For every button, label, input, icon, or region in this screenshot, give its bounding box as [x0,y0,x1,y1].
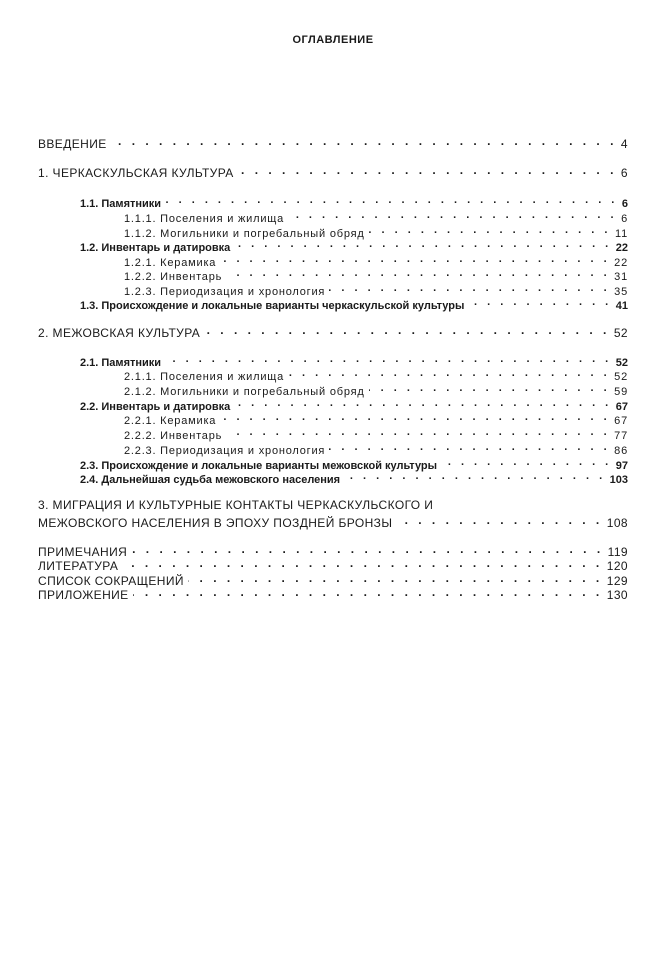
toc-entry-page: 119 [607,545,628,559]
toc-entry-label: МЕЖОВСКОГО НАСЕЛЕНИЯ В ЭПОХУ ПОЗДНЕЙ БРОНЗЫ [38,516,393,530]
dot-leader [131,542,603,556]
toc-entry-page: 103 [609,474,628,486]
toc-entry-page: 67 [615,401,628,413]
toc-entry-label: 2.1.2. Могильники и погребальный обряд [124,386,365,398]
toc-entry-section-1-3 [80,295,628,313]
toc-entry-chapter-2 [38,323,628,340]
dot-leader [220,410,610,424]
toc-entry-label: 2. МЕЖОВСКАЯ КУЛЬТУРА [38,326,201,340]
toc-entry-label: СПИСОК СОКРАЩЕНИЙ [38,574,184,588]
toc-entry-label: 2.2.2. Инвентарь [124,430,223,442]
dot-leader [288,366,610,380]
toc-entry-page: 41 [615,300,628,312]
toc-entry-label: 1.2. Инвентарь и датировка [80,242,231,254]
toc-entry-label: 2.2. Инвентарь и датировка [80,401,231,413]
toc-entry-chapter-1 [38,163,628,180]
dot-leader [468,295,611,309]
toc-entry-page: 6 [620,166,628,180]
toc-entry-page: 129 [606,574,628,588]
toc-entry-label: ВВЕДЕНИЕ [38,137,107,151]
toc-entry-label: 2.3. Происхождение и локальные варианты межовской культуры [80,460,438,472]
toc-entry-page: 22 [614,257,628,269]
page-title: ОГЛАВЛЕНИЕ [292,34,374,46]
dot-leader [234,396,611,410]
dot-leader [369,381,611,395]
toc-entry-page: 130 [606,588,628,602]
dot-leader [344,469,606,483]
dot-leader [204,323,610,337]
toc-entry-label: 1. ЧЕРКАСКУЛЬСКАЯ КУЛЬТУРА [38,166,234,180]
toc-entry-label: 1.3. Происхождение и локальные варианты черкаскульской культуры [80,300,465,312]
dot-leader [122,556,603,570]
toc-entry-label: 1.2.3. Периодизация и хронология [124,286,326,298]
dot-leader [165,193,618,207]
toc-entry-page: 52 [613,326,628,340]
toc-entry-page: 35 [614,286,628,298]
toc-entry-page: 97 [615,460,628,472]
dot-leader [288,208,617,222]
dot-leader [369,223,611,237]
toc-entry-label: ПРИЛОЖЕНИЕ [38,588,129,602]
toc-entry-label: 1.1.1. Поселения и жилища [124,213,285,225]
toc-entry-page: 22 [615,242,628,254]
toc-entry-label: 1.2.1. Керамика [124,257,217,269]
toc-entry-label: 1.1.2. Могильники и погребальный обряд [124,228,365,240]
dot-leader [165,352,612,366]
toc-entry-label: 1.2.2. Инвентарь [124,271,223,283]
toc-entry-label: ПРИМЕЧАНИЯ [38,545,128,559]
dot-leader [234,237,611,251]
toc-entry-label: 2.2.3. Периодизация и хронология [124,445,326,457]
toc-entry-page: 86 [614,445,628,457]
toc-entry-label: 2.2.1. Керамика [124,415,217,427]
dot-leader [441,455,612,469]
toc-entry-label: 2.4. Дальнейшая судьба межовского населения [80,474,341,486]
toc-entry-label: 2.1. Памятники [80,357,162,369]
toc-entry-page: 6 [621,198,628,210]
toc-entry-page: 52 [614,371,628,383]
dot-leader [188,571,603,585]
toc-entry-page: 6 [621,213,628,225]
toc-entry-page: 4 [620,137,628,151]
dot-leader [329,440,610,454]
toc-entry-page: 67 [614,415,628,427]
toc-entry-page: 52 [615,357,628,369]
toc-entry-chapter-3-line-1: 3. МИГРАЦИЯ И КУЛЬТУРНЫЕ КОНТАКТЫ ЧЕРКАСКУЛЬСКОГО И [38,498,434,512]
dot-leader [226,266,610,280]
toc-entry-page: 59 [614,386,628,398]
dot-leader [226,425,610,439]
dot-leader [329,281,610,295]
toc-entry-appendix [38,585,628,602]
toc-entry-page: 77 [614,430,628,442]
toc-entry-page: 120 [606,559,628,573]
toc-entry-page: 31 [614,271,628,283]
toc-entry-intro [38,134,628,151]
toc-entry-label: 2.1.1. Поселения и жилища [124,371,285,383]
toc-entry-chapter-3 [38,513,628,530]
toc-entry-section-2-4 [80,469,628,487]
dot-leader [396,513,602,527]
dot-leader [220,252,610,266]
dot-leader [238,163,617,177]
toc-entry-label: ЛИТЕРАТУРА [38,559,119,573]
dot-leader [133,585,603,599]
toc-entry-page: 108 [606,516,628,530]
toc-entry-page: 11 [614,228,628,240]
dot-leader [111,134,617,148]
toc-entry-label: 1.1. Памятники [80,198,162,210]
